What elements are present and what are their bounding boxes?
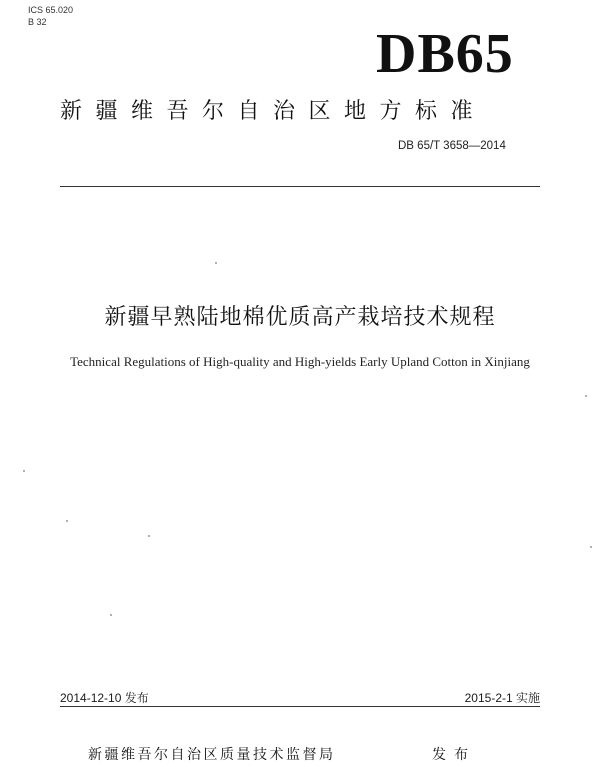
scan-speck [585, 395, 587, 397]
scan-speck [215, 262, 217, 264]
standard-number: DB 65/T 3658—2014 [398, 140, 506, 152]
issue-verb: 发布 [432, 747, 476, 763]
document-title-chinese: 新疆早熟陆地棉优质高产栽培技术规程 [104, 305, 496, 330]
standard-logo: DB65 [376, 23, 514, 85]
dates-row [60, 689, 540, 711]
scan-speck [66, 520, 68, 522]
classification-codes [28, 4, 73, 28]
ics-code: ICS 65.020 [28, 5, 74, 15]
scan-speck [590, 546, 592, 548]
document-title-english: Technical Regulations of High-quality and High-yields Early Upland Cotton in Xinjiang [70, 354, 530, 369]
footer-divider [60, 706, 540, 707]
scan-speck [110, 614, 112, 616]
issue-date: 2014-12-10 发布 [60, 691, 149, 705]
scan-speck [148, 535, 150, 537]
ccs-code: B 32 [28, 17, 47, 27]
implementation-date: 2015-2-1 实施 [464, 691, 540, 705]
issuing-authority: 新疆维吾尔自治区质量技术监督局 [88, 747, 336, 763]
header-divider [60, 186, 540, 187]
scan-speck [23, 470, 25, 472]
standard-category: 新疆维吾尔自治区地方标准 [60, 99, 487, 124]
